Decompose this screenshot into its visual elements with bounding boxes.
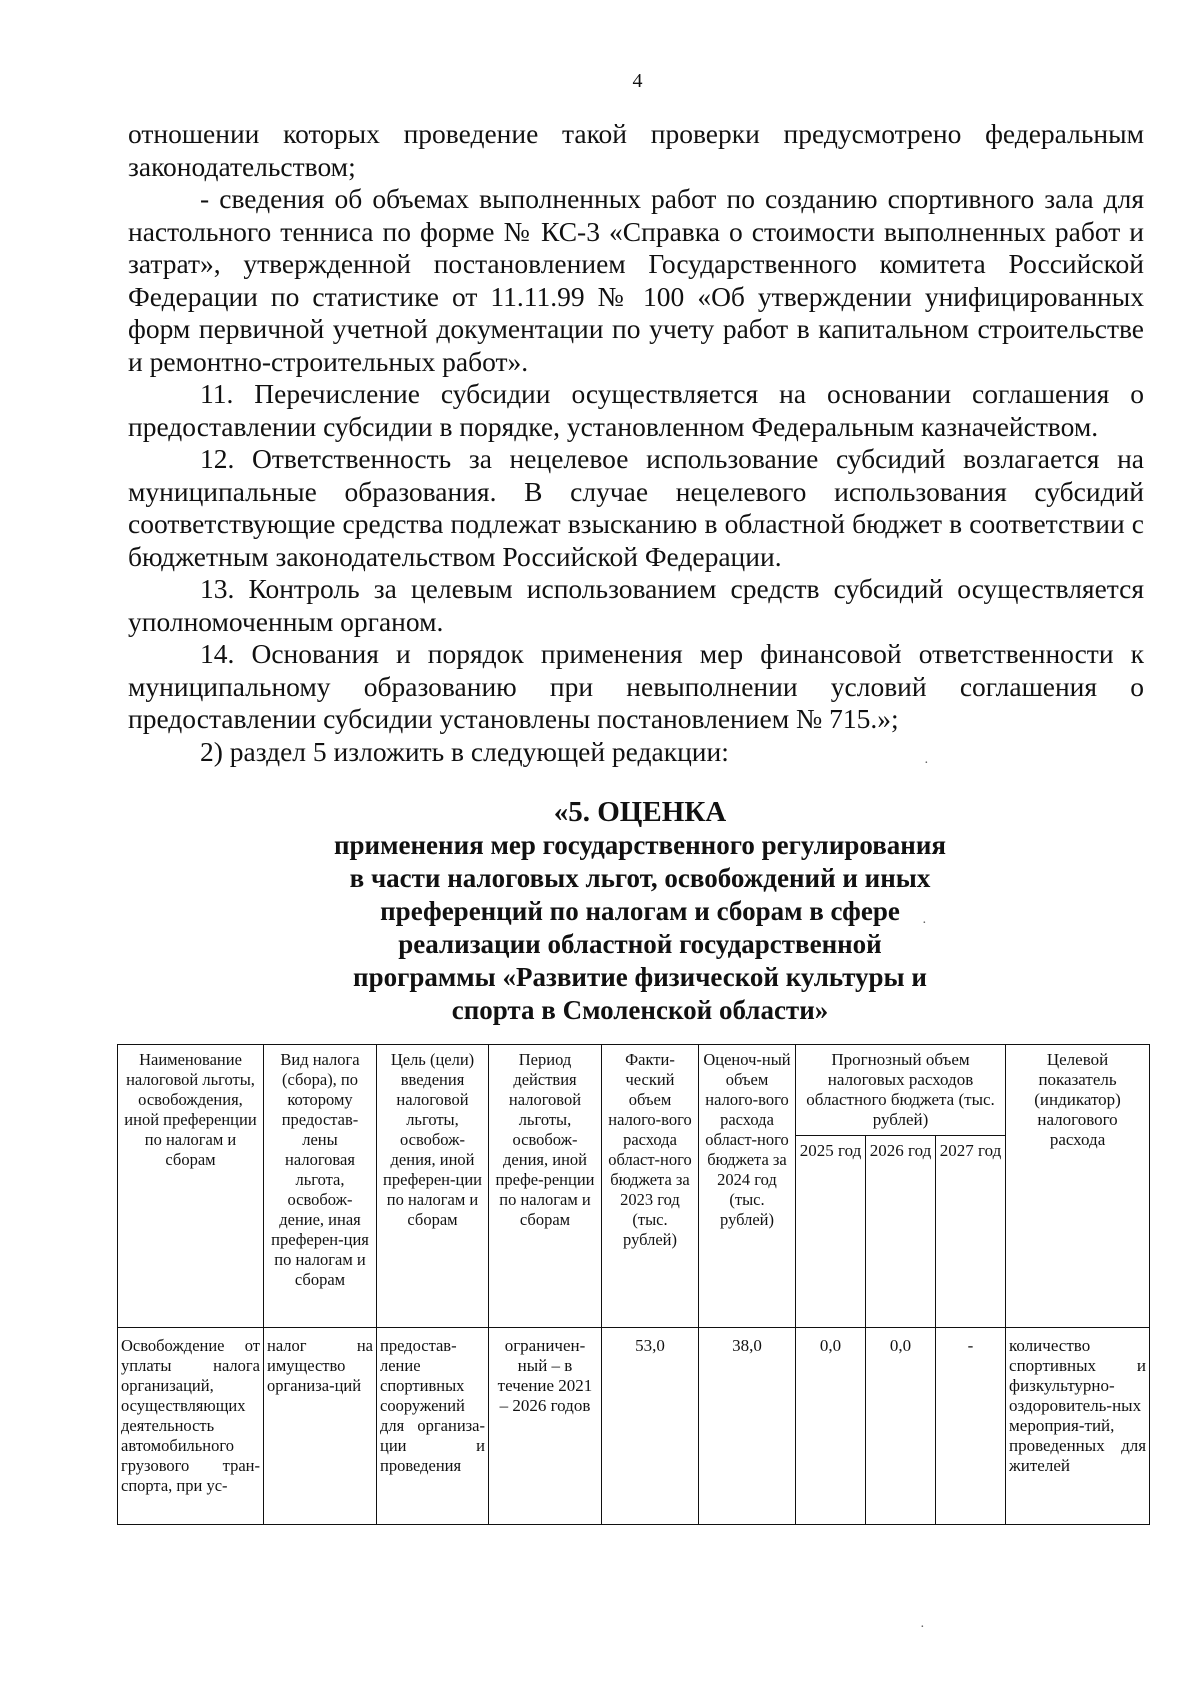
table-row (118, 1328, 1150, 1525)
tax-expenditure-table (117, 1044, 1150, 1525)
cell-forecast-2027: - (936, 1328, 1006, 1525)
section-title-line: применения мер государственного регулирования (333, 830, 947, 860)
header-year-2025: 2025 год (796, 1136, 866, 1328)
cell-period: ограничен-ный – в течение 2021 – 2026 годов (489, 1328, 602, 1525)
section-title-line: программы «Развитие физической культуры и (353, 962, 927, 992)
scan-dot: · (924, 756, 929, 771)
cell-estimate-2024: 38,0 (699, 1328, 796, 1525)
header-goal: Цель (цели) введения налоговой льготы, освобож-дения, иной преферен-ции по налогам и сборам (377, 1045, 489, 1328)
header-tax-type: Вид налога (сбора), по которому предостав-лены налоговая льгота, освобож-дение, иная преферен-ция по налогам и сборам (264, 1045, 377, 1328)
section-title (300, 796, 980, 1027)
paragraph-11: 11. Перечисление субсидии осуществляется на основании соглашения о предоставлении субсидии в порядке, установленном Федеральным казначейством. (128, 378, 1144, 442)
header-year-2026: 2026 год (866, 1136, 936, 1328)
cell-tax-type: налог на имущество организа-ций (264, 1328, 377, 1525)
section-number-title: «5. ОЦЕНКА (553, 796, 727, 828)
paragraph-12: 12. Ответственность за нецелевое использование субсидий возлагается на муниципальные образования. В случае нецелевого использования субсидий соответствующие средства подлежат взысканию в областной бюджет в соответствии с бюджетным законодательством Российской Федерации. (128, 443, 1144, 572)
header-tax-benefit-name: Наименование налоговой льготы, освобождения, иной преференции по налогам и сборам (118, 1045, 264, 1328)
header-year-2027: 2027 год (936, 1136, 1006, 1328)
cell-benefit-name: Освобождение от уплаты налога организаций, осуществляющих деятельность автомобильного грузового тран-спорта, при ус- (118, 1328, 264, 1525)
cell-forecast-2026: 0,0 (866, 1328, 936, 1525)
cell-forecast-2025: 0,0 (796, 1328, 866, 1525)
header-estimate-2024: Оценоч-ный объем налого-вого расхода област-ного бюджета за 2024 год (тыс. рублей) (699, 1045, 796, 1328)
cell-goal: предостав-ление спортивных сооружений для организа-ции и проведения (377, 1328, 489, 1525)
section-title-line: преференций по налогам и сборам в сфере (380, 896, 900, 926)
header-period: Период действия налоговой льготы, освобож-дения, иной префе-ренции по налогам и сборам (489, 1045, 602, 1328)
cell-actual-2023: 53,0 (602, 1328, 699, 1525)
section-title-line: в части налоговых льгот, освобождений и иных (349, 863, 931, 893)
header-forecast-group: Прогнозный объем налоговых расходов областного бюджета (тыс. рублей) (796, 1045, 1006, 1136)
paragraph-ks3: - сведения об объемах выполненных работ по созданию спортивного зала для настольного тенниса по форме № КС-3 «Справка о стоимости выполненных работ и затрат», утвержденной постановлением Государственного комитета Российской Федерации по статистике от 11.11.99 № 100 «Об утверждении унифицированных форм первичной учетной документации по учету работ в капитальном строительстве и ремонтно-строительных работ». (128, 183, 1144, 377)
scan-dot: · (920, 1620, 925, 1635)
table-header-row (118, 1045, 1150, 1136)
paragraph-14: 14. Основания и порядок применения мер финансовой ответственности к муниципальному образованию при невыполнении условий соглашения о предоставлении субсидии установлены постановлением № 715.»; (128, 638, 1144, 734)
body-text (128, 118, 1144, 768)
section-title-line: спорта в Смоленской области» (451, 995, 829, 1025)
section-title-line: реализации областной государственной (398, 929, 882, 959)
paragraph-13: 13. Контроль за целевым использованием средств субсидий осуществляется уполномоченным органом. (128, 573, 1144, 637)
paragraph-continuation: отношении которых проведение такой проверки предусмотрено федеральным законодательством; (128, 118, 1144, 182)
cell-indicator: количество спортивных и физкультурно-оздоровитель-ных мероприя-тий, проведенных для жителей (1006, 1328, 1150, 1525)
page-number: 4 (632, 70, 643, 92)
header-indicator: Целевой показатель (индикатор) налогового расхода (1006, 1045, 1150, 1328)
paragraph-section-5-intro: 2) раздел 5 изложить в следующей редакции: (200, 735, 729, 767)
header-actual-2023: Факти-ческий объем налого-вого расхода област-ного бюджета за 2023 год (тыс. рублей) (602, 1045, 699, 1328)
scan-dot: · (922, 916, 927, 931)
